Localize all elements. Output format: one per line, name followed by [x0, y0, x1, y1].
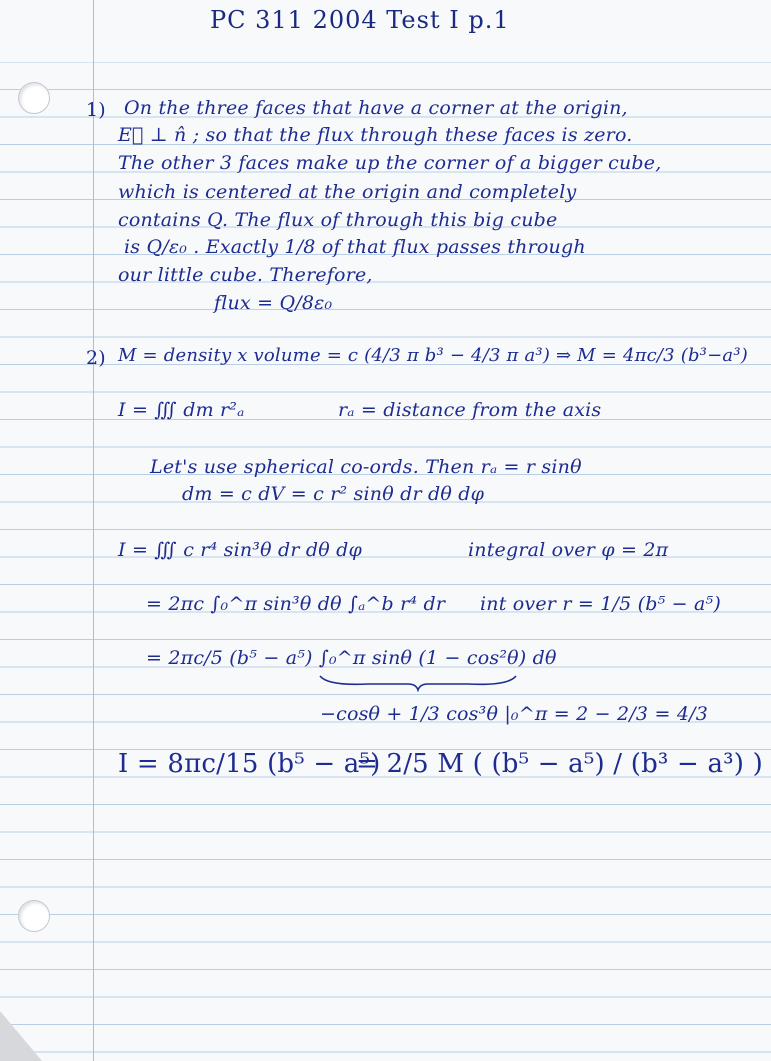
- p2-final-i: I = 8πc/15 (b⁵ − a⁵): [118, 749, 381, 779]
- p2-final-m: = 2/5 M ( (b⁵ − a⁵) / (b³ − a³) ): [356, 749, 763, 779]
- p2-inertia-def: I = ∭ dm r²ₐ: [118, 399, 245, 421]
- p2-mass: M = density x volume = c (4/3 π b³ − 4/3 π a³) ⇒ M = 4πc/3 (b³−a³): [118, 345, 748, 366]
- p2-step-2: = 2πc/5 (b⁵ − a⁵) ∫₀^π sinθ (1 − cos²θ) dθ: [146, 647, 557, 669]
- p2-ra-def: rₐ = distance from the axis: [338, 399, 602, 421]
- p2-theta-integral: −cosθ + 1/3 cos³θ |₀^π = 2 − 2/3 = 4/3: [320, 703, 708, 725]
- p2-phi-note: integral over φ = 2π: [468, 539, 669, 561]
- p1-line-5: contains Q. The flux of through this big cube: [118, 209, 558, 231]
- p1-line-1: On the three faces that have a corner at the origin,: [124, 97, 628, 119]
- problem-2-number: 2): [86, 347, 106, 369]
- p1-line-2: E⃗ ⊥ n̂ ; so that the flux through these faces is zero.: [118, 124, 633, 146]
- p1-line-4: which is centered at the origin and completely: [118, 181, 577, 203]
- page-title: PC 311 2004 Test I p.1: [210, 6, 510, 34]
- margin-line: [93, 0, 94, 1061]
- folded-corner: [0, 1011, 42, 1061]
- p2-step-1: = 2πc ∫₀^π sin³θ dθ ∫ₐ^b r⁴ dr: [146, 593, 446, 615]
- p1-line-3: The other 3 faces make up the corner of a bigger cube,: [118, 152, 662, 174]
- p2-spherical: Let's use spherical co-ords. Then rₐ = r sinθ: [150, 456, 582, 478]
- punch-hole-top: [18, 82, 50, 114]
- punch-hole-bottom: [18, 900, 50, 932]
- underbrace: [318, 672, 518, 692]
- p1-line-7: our little cube. Therefore,: [118, 264, 373, 286]
- p2-dm: dm = c dV = c r² sinθ dr dθ dφ: [182, 483, 485, 505]
- p1-result: flux = Q/8ε₀: [214, 292, 333, 314]
- p2-integral: I = ∭ c r⁴ sin³θ dr dθ dφ: [118, 539, 362, 561]
- problem-1-number: 1): [86, 99, 106, 121]
- p1-line-6: is Q/ε₀ . Exactly 1/8 of that flux passes through: [124, 236, 586, 258]
- p2-r-note: int over r = 1/5 (b⁵ − a⁵): [480, 593, 721, 615]
